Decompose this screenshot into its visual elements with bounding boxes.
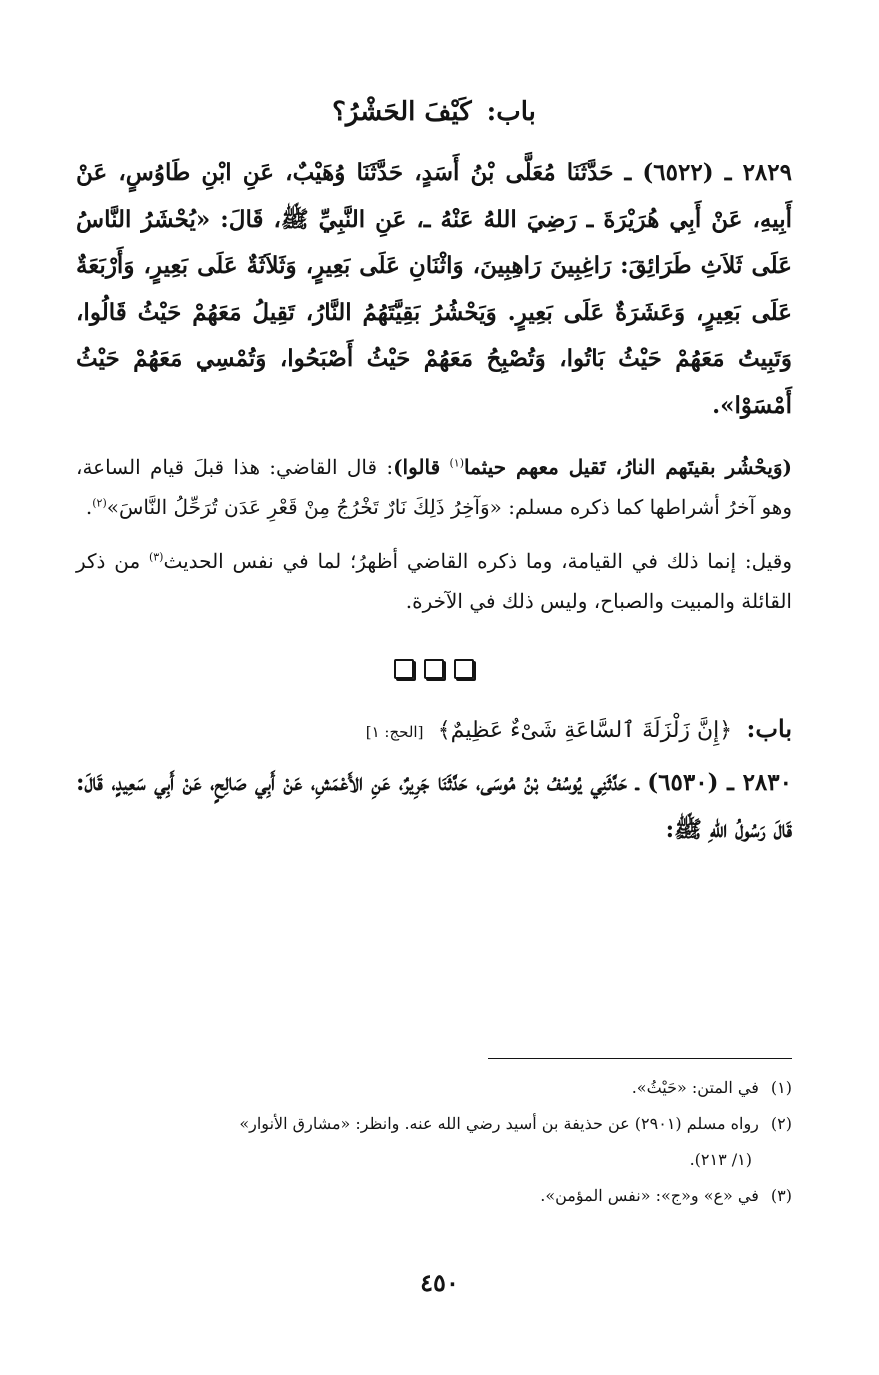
chapter-prefix: باب:	[486, 97, 536, 127]
commentary-lemma: (وَيحْشُر بقيتَهم النارُ، تَقيل معهم حيثما	[464, 455, 793, 479]
page-number: ٤٥٠	[420, 1268, 459, 1297]
footnote-number: (٢)	[770, 1114, 792, 1133]
footnote-divider	[488, 1058, 792, 1059]
footnote	[76, 1106, 792, 1142]
footnote-text: رواه مسلم (٢٩٠١) عن حذيفة بن أسيد رضي الله عنه. وانظر: «مشارق الأنوار»	[239, 1114, 759, 1133]
footnotes	[76, 1070, 792, 1214]
square-ornament-icon	[424, 659, 444, 679]
chapter-heading	[76, 709, 792, 752]
footnote-marker: (١)	[449, 456, 464, 470]
footnote-marker: (٢)	[92, 496, 107, 510]
footnote	[76, 1178, 792, 1214]
commentary-paragraph	[76, 541, 792, 621]
quran-verse: ﴿إِنَّ زَلْزَلَةَ ٱلسَّاعَةِ شَىْءٌ عَظِيمٌ﴾	[437, 718, 733, 743]
chapter-title: كَيْفَ الحَشْرُ؟	[332, 97, 472, 127]
footnote-number: (١)	[770, 1078, 792, 1097]
commentary-text: وقيل: إنما ذلك في القيامة، وما ذكره القاضي أظهرُ؛ لما في نفس الحديث	[163, 549, 792, 573]
footnote-text: في المتن: «حَيْثُ».	[631, 1078, 759, 1097]
page-body	[76, 92, 792, 853]
footnote	[76, 1070, 792, 1106]
footnote-continuation: (١/ ٢١٣).	[689, 1150, 752, 1169]
chapter-prefix: باب:	[746, 714, 792, 743]
commentary-lemma-end: قالوا)	[393, 455, 441, 479]
footnote-text: في «ع» و«ج»: «نفس المؤمن».	[540, 1186, 759, 1205]
chapter-heading	[76, 92, 792, 132]
commentary-text-end: .	[85, 495, 93, 519]
footnote-marker: (٣)	[148, 550, 164, 564]
square-ornament-icon	[394, 659, 414, 679]
commentary-text: : قال القاضي: هذا قبلَ قيام الساعة، وهو آخرُ أشراطها كما ذكره مسلم: «وَآخِرُ ذَلِكَ نَارٌ تَخْرُجُ مِنْ قَعْرِ عَدَن تُرَحِّلُ النَّاسَ»	[76, 455, 792, 519]
section-separator	[76, 659, 792, 679]
hadith-2829: ٢٨٢٩ ـ (٦٥٢٢) ـ حَدَّثَنَا مُعَلَّى بْنُ أَسَدٍ، حَدَّثَنَا وُهَيْبٌ، عَنِ ابْنِ طَاوُسٍ، عَنْ أَبِيهِ، عَنْ أَبِي هُرَيْرَةَ ـ رَضِيَ اللهُ عَنْهُ ـ، عَنِ النَّبِيِّ ﷺ، قَالَ: «يُحْشَرُ النَّاسُ عَلَى ثَلاَثِ طَرَائِقَ: رَاغِبِينَ رَاهِبِينَ، وَاثْنَانِ عَلَى بَعِيرٍ، وَثَلاَثَةٌ عَلَى بَعِيرٍ، وَأَرْبَعَةٌ عَلَى بَعِيرٍ، وَعَشَرَةٌ عَلَى بَعِيرٍ. وَيَحْشُرُ بَقِيَّتَهُمُ النَّارُ، تَقِيلُ مَعَهُمْ حَيْثُ قَالُوا، وَتَبِيتُ مَعَهُمْ حَيْثُ بَاتُوا، وَتُصْبِحُ مَعَهُمْ حَيْثُ أَصْبَحُوا، وَتُمْسِي مَعَهُمْ حَيْثُ أَمْسَوْا».	[76, 159, 792, 419]
commentary-paragraph	[76, 447, 792, 527]
square-ornament-icon	[454, 659, 474, 679]
verse-reference: [الحج: ١]	[365, 723, 424, 741]
footnote-number: (٣)	[770, 1186, 792, 1205]
commentary-text-end: من ذكر القائلة والمبيت والصباح، وليس ذلك في الآخرة.	[76, 549, 792, 613]
hadith-2830: ٢٨٣٠ ـ (٦٥٣٠) ـ حَدَّثَنِي يُوسُفُ بْنُ مُوسَى، حَدَّثَنَا جَرِيرٌ، عَنِ الأَعْمَشِ، عَنْ أَبِي صَالِحٍ، عَنْ أَبِي سَعِيدٍ، قَالَ: قَالَ رَسُولُ اللهِ ﷺ:	[76, 769, 792, 843]
